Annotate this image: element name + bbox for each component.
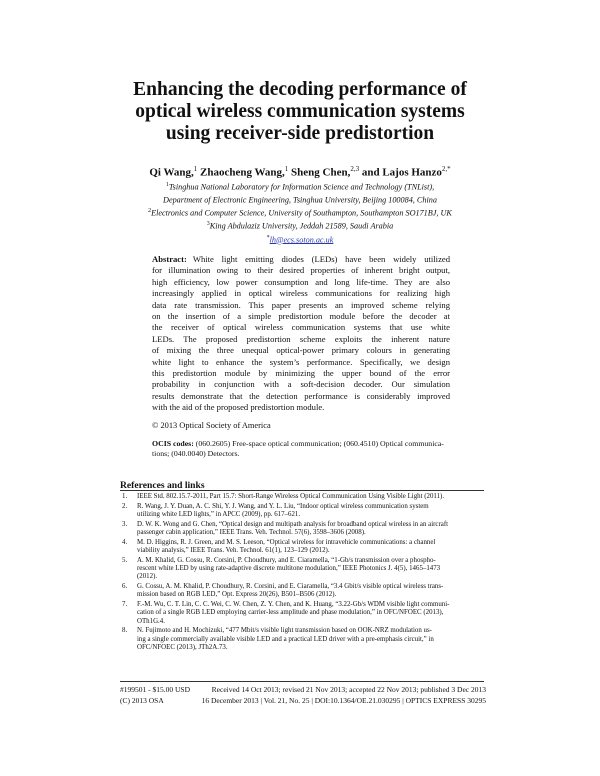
title-line: using receiver-side predistortion (165, 123, 435, 144)
affiliation-line: Department of Electronic Engineering, Tsinghua University, Beijing 100084, China (163, 195, 437, 205)
reference-item: 8. N. Fujimoto and H. Mochizuki, “477 Mbit/s visible light transmission based on OOK-NRZ modulation us- ing a single commercially available visible LED and a practical LED driver with a pre-emphasis circuit,” in OFC/NFOEC (2013), JTh2A.73. (122, 627, 434, 652)
reference-item: 6. G. Cossu, A. M. Khalid, P. Choudhury, R. Corsini, and E. Ciaramella, “3.4 Gbit/s visible optical wireless trans- mission based on RGB LED,” Opt. Express 20(26), B501–B506 (2012). (122, 583, 444, 599)
abstract-line: high efficiency, low power consumption and long life-time. They are also (152, 276, 450, 287)
abstract-line: the receiver of optical wireless communication systems that use white (152, 322, 450, 333)
author-name: Zhaocheng Wang, (200, 166, 285, 179)
title-line: Enhancing the decoding performance of (133, 79, 467, 100)
abstract-line: results demonstrate that the detection performance is considerably improved (152, 390, 450, 401)
abstract (152, 254, 450, 413)
osa-copyright: (C) 2013 OSA (120, 696, 164, 705)
reference-item: 5. A. M. Khalid, G. Cossu, R. Corsini, P. Choudhury, and E. Ciaramella, “1-Gb/s transmission over a phospho- rescent white LED by using rate-adaptive discrete multitone modulation,” IEEE Photonics J. 4(5), 1465–1473 (2012). (122, 556, 441, 581)
footer-rule (120, 681, 484, 682)
abstract-line: white light to enhance the system’s performance. Specifically, we design (152, 356, 450, 367)
abstract-line: LEDs. The proposed predistortion scheme exploits the inherent nature (152, 333, 450, 344)
journal-citation: 16 December 2013 | Vol. 21, No. 25 | DOI:10.1364/OE.21.030295 | OPTICS EXPRESS 30295 (201, 696, 486, 705)
affiliations (100, 180, 500, 246)
affiliation-line: $^2$Electronics and Computer Science, University of Southampton, Southampton SO171BJ, UK (148, 208, 452, 219)
article-dates: Received 14 Oct 2013; revised 21 Nov 2013; accepted 22 Nov 2013; published 3 Dec 2013 (211, 685, 486, 694)
title-line: optical wireless communication systems (135, 101, 465, 122)
reference-item: 2. R. Wang, J. Y. Duan, A. C. Shi, Y. J. Wang, and Y. L. Liu, “Indoor optical wireless communication system utilizing white LED lights,” in APCC (2009), pp. 617–621. (122, 502, 429, 518)
ocis-label: OCIS codes: (152, 439, 194, 448)
author-affil-mark: 1 (193, 165, 198, 173)
abstract-line: data rate transmission. This paper presents an improved scheme relying (152, 299, 450, 310)
references-heading: References and links (120, 480, 205, 491)
author-affil-mark: 2,3 (350, 165, 360, 173)
author-list (80, 165, 520, 179)
reference-list (120, 493, 484, 654)
corresponding-email-link[interactable]: lh@ecs.soton.ac.uk (269, 235, 334, 245)
email-line: *lh@ecs.soton.ac.uk (266, 234, 334, 245)
affiliation-line: $^3$King Abdulaziz University, Jeddah 21589, Saudi Arabia (206, 221, 394, 232)
abstract-line: with the aid of the proposed predistortion module. (152, 402, 325, 413)
abstract-line: probability in conjunction with a soft-decision decoder. Our simulation (152, 379, 450, 390)
author-affil-mark: 1 (284, 165, 289, 173)
author-name: Qi Wang, (149, 166, 194, 179)
footer-line-1 (120, 685, 486, 694)
reference-item: 4. M. D. Higgins, R. J. Green, and M. S. Leeson, “Optical wireless for intravehicle communications: a channel viability analysis,” IEEE Trans. Veh. Technol. 61(1), 123–129 (2012). (122, 538, 436, 554)
copyright-notice: © 2013 Optical Society of America (152, 421, 271, 430)
abstract-line: for illumination owing to their desired properties of inherent bright output, (152, 265, 450, 276)
author-name: and Lajos Hanzo (361, 166, 442, 179)
ocis-codes: OCIS codes: (060.2605) Free-space optical communication; (060.4510) Optical communica- tions; (040.0040) Detectors. (152, 439, 444, 459)
abstract-line: Abstract: White light emitting diodes (LEDs) have been widely utilized (152, 254, 450, 264)
abstract-line: this predistortion module by minimizing the upper bound of the error (152, 367, 450, 378)
author-affil-mark: 2,* (441, 165, 451, 173)
article-price: #199501 - $15.00 USD (120, 685, 191, 694)
author-name: Sheng Chen, (291, 166, 351, 179)
abstract-line: increasingly applied in optical wireless communications for realizing high (152, 288, 450, 299)
abstract-line: of mixing the three unequal optical-power primary colours in generating (152, 345, 450, 356)
references-rule (120, 490, 484, 491)
affiliation-line: $^1$Tsinghua National Laboratory for Information Science and Technology (TNList), (165, 182, 435, 192)
paper-title (80, 79, 520, 145)
reference-item: 1. IEEE Std. 802.15.7-2011, Part 15.7: Short-Range Wireless Optical Communication Using Visible Light (2011). (122, 493, 445, 500)
abstract-line: on the insertion of a simple predistortion module before the decoder at (152, 310, 450, 321)
reference-item: 3. D. W. K. Wong and G. Chen, “Optical design and multipath analysis for broadband optical wireless in an aircraft passenger cabin application,” IEEE Trans. Veh. Technol. 57(6), 3598–3606 (2008). (122, 520, 449, 536)
reference-item: 7. F.-M. Wu, C. T. Lin, C. C. Wei, C. W. Chen, Z. Y. Chen, and K. Huang, “3.22-Gb/s WDM visible light communi- cation of a single RGB LED employing carrier-less amplitude and phase modulation,” in OFC/NFOEC (2013), OTh1G.4. (122, 601, 450, 625)
abstract-label: Abstract: (152, 254, 187, 264)
footer-line-2 (120, 696, 486, 705)
